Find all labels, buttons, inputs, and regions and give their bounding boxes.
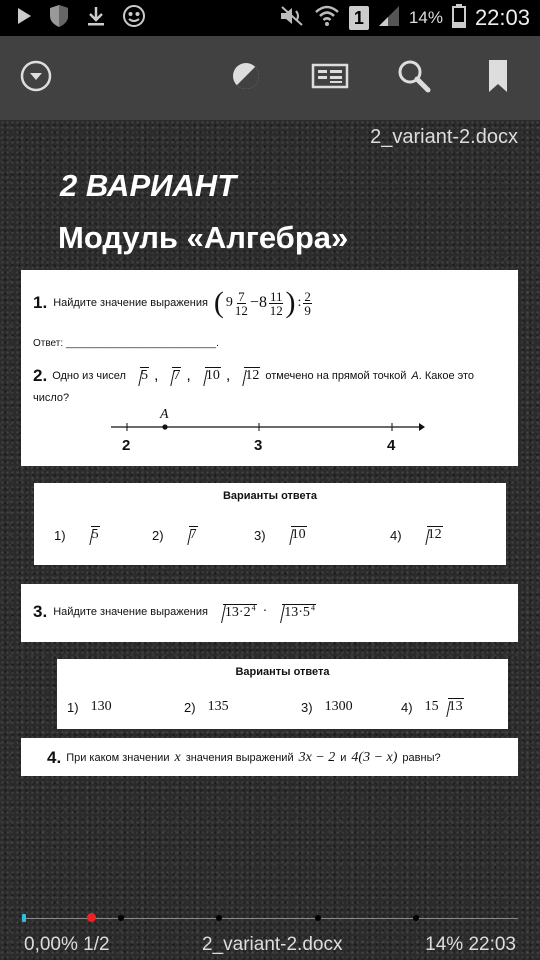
reader-toolbar xyxy=(0,36,540,120)
chapter-marker xyxy=(413,915,419,921)
point-label: A xyxy=(411,370,419,382)
question-text: Найдите значение выражения xyxy=(53,606,208,618)
module-subtitle: Модуль «Алгебра» xyxy=(58,220,349,255)
number-line xyxy=(21,400,518,460)
footer-battery: 14% xyxy=(425,934,464,955)
question-2: 2. Одно из чисел 5 , 7 , 10 , 12 отмечено на прямой точкой A . Какое это xyxy=(33,366,475,385)
option-value: 130 xyxy=(90,699,112,714)
signal-icon xyxy=(378,5,400,32)
option-3[interactable] xyxy=(254,527,307,543)
option-3[interactable] xyxy=(301,699,353,715)
app-mascot-icon xyxy=(122,4,146,32)
root-option: 5 xyxy=(131,368,149,384)
progress-start-marker xyxy=(22,914,26,922)
page-indicator: 1/2 xyxy=(83,934,110,955)
question-text: При каком значении xyxy=(66,752,170,764)
question-1-expression: ( 9 $\frac{7}{12}$ −8 $\frac{11}{12}$ ) : $\frac{2}{9}$ xyxy=(213,286,311,319)
footer-filename: 2_variant-2.docx xyxy=(202,934,343,955)
question-3: 3. Найдите значение выражения $13\cdot 2^4$ · $13\cdot 5^4$ xyxy=(33,602,315,621)
battery-percent: 14% xyxy=(408,8,443,27)
progress-readout xyxy=(24,934,110,956)
question-card-3 xyxy=(21,584,518,642)
option-value: 135 xyxy=(207,699,229,714)
root-option: 7 xyxy=(163,368,181,384)
option-1[interactable] xyxy=(67,699,112,715)
point-a-marker xyxy=(162,424,167,429)
chapter-marker xyxy=(315,915,321,921)
expression-2: 4(3 − x) xyxy=(351,750,398,765)
mute-icon xyxy=(279,5,305,32)
option-number: 2) xyxy=(184,699,196,715)
option-number: 1) xyxy=(54,527,66,543)
conjunction: и xyxy=(340,752,347,764)
footer-status xyxy=(425,934,516,956)
question-number: 3. xyxy=(33,602,48,621)
expression-root-a: $13\cdot 2^4$ xyxy=(214,603,257,621)
answer-row xyxy=(33,338,219,349)
option-4[interactable] xyxy=(401,699,464,715)
chapter-marker xyxy=(118,915,124,921)
bookmark-icon xyxy=(487,59,509,97)
progress-percent: 0,00% xyxy=(24,934,78,955)
options-title: Варианты ответа xyxy=(222,490,318,502)
axis-label: 2 xyxy=(122,437,131,454)
option-1[interactable] xyxy=(54,527,100,543)
question-text: отмечено на прямой точкой xyxy=(265,370,407,382)
contrast-button[interactable] xyxy=(226,58,266,98)
search-icon xyxy=(397,59,431,97)
contrast-icon xyxy=(230,60,262,96)
question-number: 1. xyxy=(33,293,48,312)
option-number: 4) xyxy=(390,527,402,543)
question-text: значения выражений xyxy=(185,752,294,764)
axis-label: 3 xyxy=(254,437,263,454)
variable: x xyxy=(174,750,181,765)
option-value-root: 13 xyxy=(439,699,464,715)
progress-track[interactable] xyxy=(24,918,518,919)
chevron-down-circle-icon xyxy=(19,59,53,97)
option-value: 15 xyxy=(424,699,439,714)
option-2[interactable] xyxy=(152,527,198,543)
option-4[interactable] xyxy=(390,527,443,543)
option-value: 12 xyxy=(418,527,443,543)
question-4 xyxy=(47,748,441,768)
option-number: 1) xyxy=(67,699,79,715)
menu-dropdown-button[interactable] xyxy=(16,58,56,98)
wifi-icon xyxy=(314,4,340,33)
sim-1-icon: 1 xyxy=(349,6,369,30)
root-option: 12 xyxy=(235,368,260,384)
search-button[interactable] xyxy=(394,58,434,98)
answer-options-card-q3 xyxy=(57,659,508,729)
root-option: 10 xyxy=(196,368,221,384)
status-clock: 22:03 xyxy=(474,5,530,30)
footer-time: 22:03 xyxy=(468,934,516,955)
question-number: 2. xyxy=(33,366,48,385)
status-bar xyxy=(0,0,540,36)
reading-mode-button[interactable] xyxy=(310,58,350,98)
question-card-4 xyxy=(21,738,518,776)
question-number: 4. xyxy=(47,748,62,767)
question-text: . Какое это xyxy=(418,370,475,382)
option-number: 2) xyxy=(152,527,164,543)
option-number: 3) xyxy=(301,699,313,715)
answer-label: Ответ: xyxy=(33,338,64,349)
bookmark-button[interactable] xyxy=(478,58,518,98)
number-line-point-label: A xyxy=(160,407,169,422)
option-value: 1300 xyxy=(324,699,353,714)
question-text: равны? xyxy=(402,752,441,764)
question-text: Одно из чисел xyxy=(52,370,126,382)
answer-options-card-q2 xyxy=(34,483,506,565)
option-2[interactable] xyxy=(184,699,229,715)
play-icon xyxy=(16,7,32,29)
question-card-1-2 xyxy=(21,270,518,466)
axis-label: 4 xyxy=(387,437,396,454)
question-text-continued: число? xyxy=(33,392,70,404)
options-title: Варианты ответа xyxy=(235,666,330,678)
reading-mode-icon xyxy=(311,62,349,94)
question-1 xyxy=(33,288,312,318)
answer-blank: ___________________________. xyxy=(65,338,219,349)
option-number: 3) xyxy=(254,527,266,543)
expression-1: 3x − 2 xyxy=(298,750,336,765)
question-text: Найдите значение выражения xyxy=(53,297,208,309)
progress-handle[interactable] xyxy=(87,913,96,922)
shield-icon xyxy=(48,4,70,32)
option-value: 5 xyxy=(82,527,100,543)
option-number: 4) xyxy=(401,699,413,715)
battery-icon xyxy=(452,4,466,33)
document-filename: 2_variant-2.docx xyxy=(370,126,518,148)
download-icon xyxy=(86,5,106,31)
option-value: 10 xyxy=(282,527,307,543)
reader-footer xyxy=(0,904,540,960)
expression-root-b: $13\cdot 5^4$ xyxy=(273,603,316,621)
option-value: 7 xyxy=(180,527,198,543)
chapter-marker xyxy=(216,915,222,921)
variant-title: 2 ВАРИАНТ xyxy=(60,168,237,203)
